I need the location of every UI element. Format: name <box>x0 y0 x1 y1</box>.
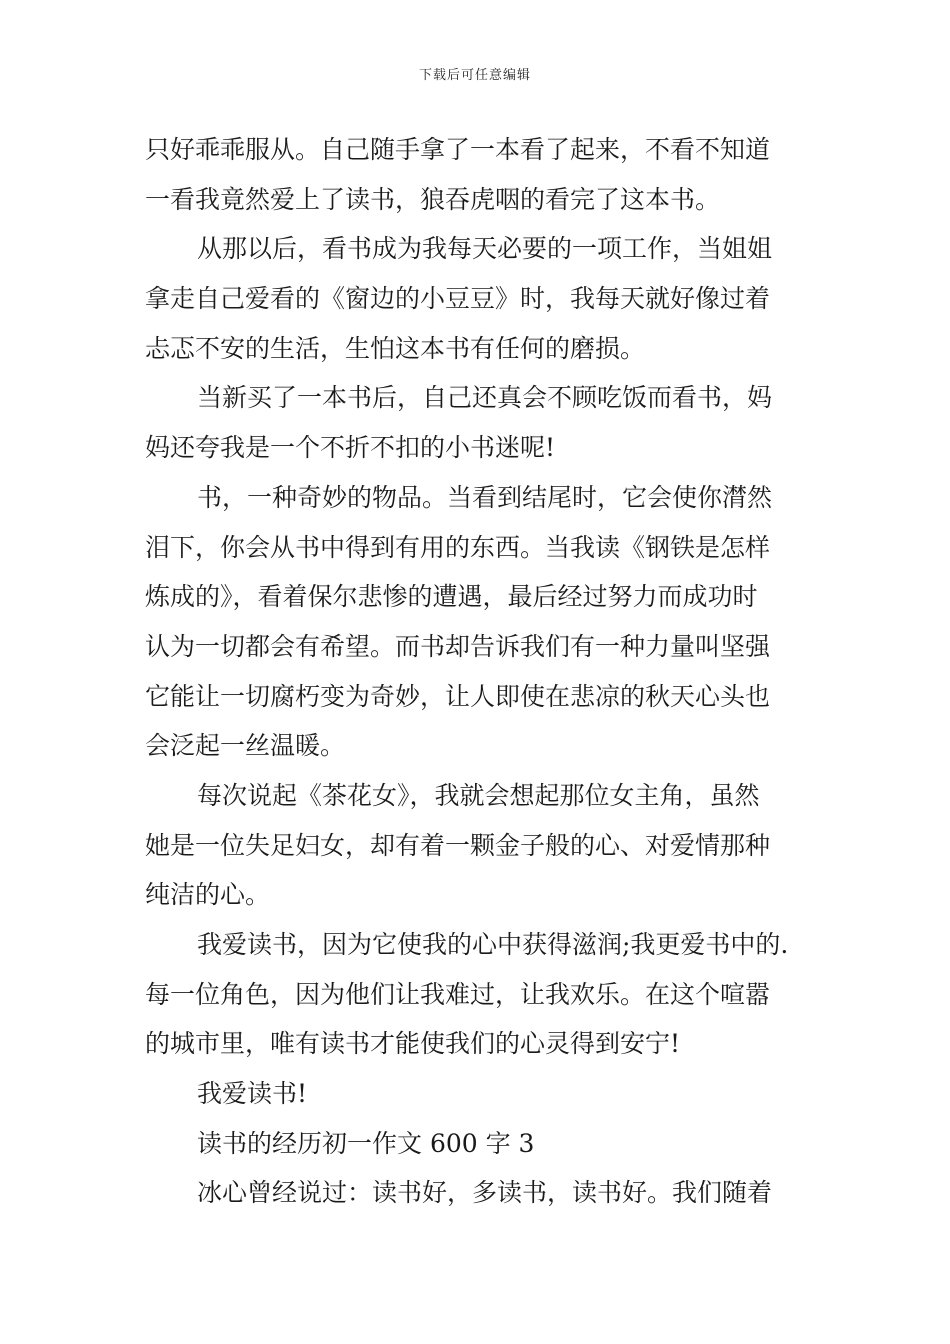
text-line: 我爱读书! <box>197 1079 308 1109</box>
text-line: 拿走自己爱看的《窗边的小豆豆》时，我每天就好像过着 <box>145 284 771 314</box>
text-line: 会泛起一丝温暖。 <box>145 731 346 761</box>
text-line: 纯洁的心。 <box>145 880 271 910</box>
text-line: 当新买了一本书后，自己还真会不顾吃饭而看书，妈 <box>197 383 773 413</box>
text-line: 冰心曾经说过：读书好，多读书，读书好。我们随着 <box>197 1178 773 1208</box>
page-header: 下载后可任意编辑 <box>418 68 531 83</box>
text-line: 书，一种奇妙的物品。当看到结尾时，它会使你潸然 <box>197 482 773 512</box>
text-line: 她是一位失足妇女，却有着一颗金子般的心、对爱情那种 <box>145 830 771 860</box>
text-line: 的城市里，唯有读书才能使我们的心灵得到安宁! <box>145 1029 681 1059</box>
text-line: 我爱读书，因为它使我的心中获得滋润;我更爱书中的. <box>197 930 789 959</box>
text-line: 妈还夸我是一个不折不扣的小书迷呢! <box>145 433 556 463</box>
document-body <box>145 125 825 1218</box>
text-line: 忐忑不安的生活，生怕这本书有任何的磨损。 <box>145 333 646 363</box>
text-line: 炼成的》，看着保尔悲惨的遭遇，最后经过努力而成功时 <box>145 582 758 612</box>
text-line: 泪下，你会从书中得到有用的东西。当我读《钢铁是怎样 <box>145 532 771 562</box>
text-line: 每次说起《茶花女》，我就会想起那位女主角，虽然 <box>197 780 760 810</box>
text-line: 认为一切都会有希望。而书却告诉我们有一种力量叫坚强 <box>145 631 771 661</box>
text-line: 一看我竟然爱上了读书，狼吞虎咽的看完了这本书。 <box>145 184 721 214</box>
text-line: 从那以后，看书成为我每天必要的一项工作，当姐姐 <box>197 234 773 264</box>
section-heading: 读书的经历初一作文 600 字 3 <box>197 1128 535 1158</box>
text-line: 每一位角色，因为他们让我难过，让我欢乐。在这个喧嚣 <box>145 979 771 1009</box>
text-line: 它能让一切腐朽变为奇妙，让人即使在悲凉的秋天心头也 <box>145 681 771 711</box>
text-line: 只好乖乖服从。自己随手拿了一本看了起来，不看不知道 <box>145 135 771 164</box>
